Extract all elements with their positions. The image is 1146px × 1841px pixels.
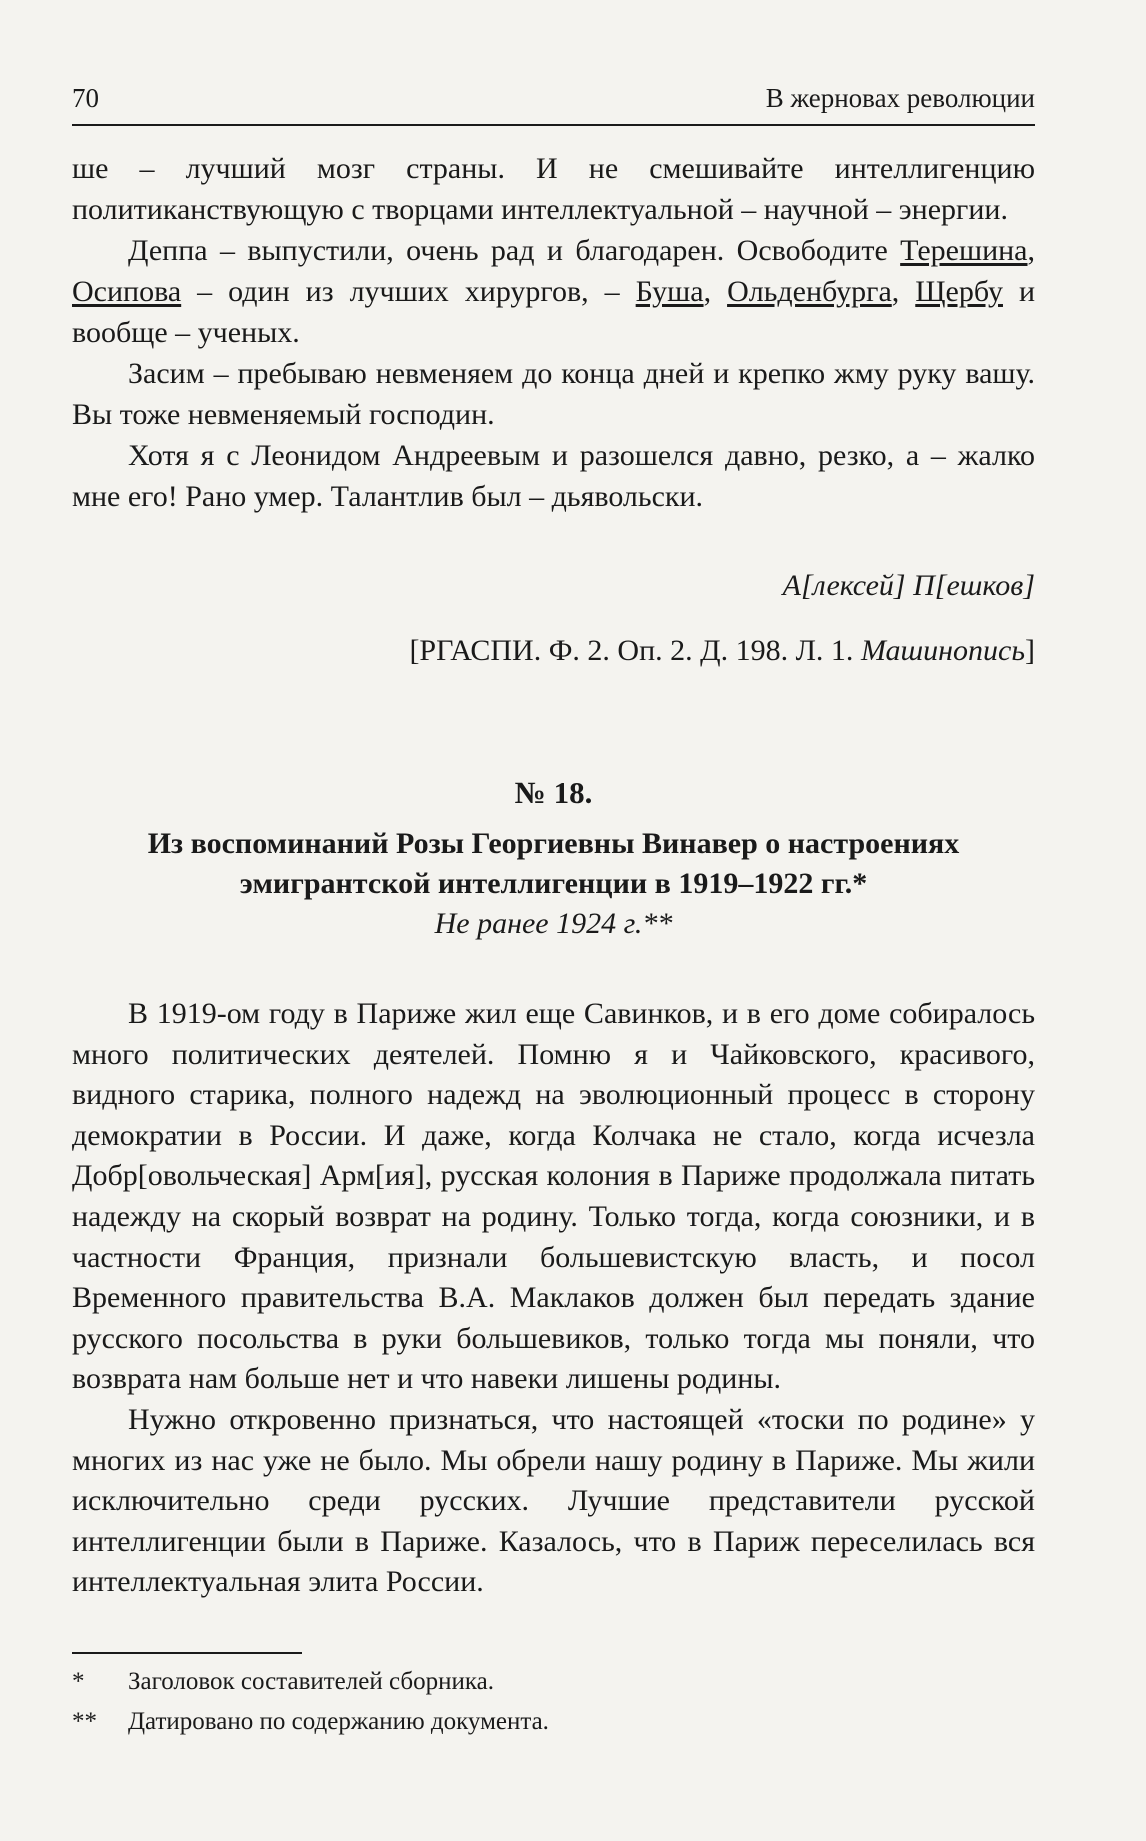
footnote-text: Датировано по содержанию документа.	[128, 1708, 549, 1735]
underlined-name: Щербу	[915, 275, 1003, 308]
archive-source	[409, 630, 1035, 671]
header-rule	[72, 124, 1035, 126]
text-fragment: Деппа – выпустили, очень рад и благодарен. Освободите	[128, 234, 901, 267]
text-fragment: ,	[891, 275, 916, 308]
underlined-name: Осипова	[72, 275, 182, 308]
source-text: [РГАСПИ. Ф. 2. Оп. 2. Д. 198. Л. 1.	[409, 634, 861, 667]
source-type: Машинопись	[860, 634, 1025, 667]
text-fragment: – один из лучших хирургов, –	[181, 275, 636, 308]
footnotes	[72, 1662, 1035, 1742]
underlined-name: Терешина	[900, 234, 1028, 267]
text-fragment: ,	[703, 275, 728, 308]
footnote-mark: **	[72, 1708, 97, 1735]
text-fragment: ,	[1027, 234, 1035, 267]
memoir-paragraph: В 1919-ом году в Париже жил еще Савинков, и в его доме собиралось много политических деятелей. Помню я и Чайковского, красивого, видного старика, полного надежд на эволюционный процесс в сторону демократии в России. И даже, когда Колчака не стало, когда исчезла Добр[овольческая] Арм[ия], русская колония в Париже продолжала питать надежду на скорый возврат на родину. Только тогда, когда союзники, и в частности Франция, признали большевистскую власть, и посол Временного правительства В.А. Маклаков должен был передать здание русского посольства в руки большевиков, только тогда мы поняли, что возврата нам больше нет и что навеки лишены родины.	[72, 997, 1035, 1396]
footnote-rule	[72, 1652, 302, 1654]
running-title: В жерновах революции	[765, 83, 1035, 113]
letter-paragraph: Хотя я с Леонидом Андреевым и разошелся давно, резко, а – жалко мне его! Рано умер. Талантлив был – дьявольски.	[72, 439, 1035, 513]
footnote-text: Заголовок составителей сборника.	[128, 1668, 494, 1695]
source-text-end: ]	[1025, 634, 1035, 667]
footnote	[72, 1662, 1035, 1702]
letter-paragraph: Засим – пребываю невменяем до конца дней и крепко жму руку вашу. Вы тоже невменяемый господин.	[72, 357, 1035, 431]
document-number: № 18.	[514, 775, 593, 810]
underlined-name: Ольденбурга	[727, 275, 892, 308]
document-date: Не ранее 1924 г.**	[434, 907, 673, 940]
letter-text	[72, 148, 1035, 517]
letter-paragraph: ше – лучший мозг страны. И не смешивайте интеллигенцию политиканствующую с творцами интеллектуальной – научной – энергии.	[72, 152, 1035, 226]
underlined-name: Буша	[635, 275, 704, 308]
signature: А[лексей] П[ешков]	[782, 569, 1035, 602]
text-fragment: и вообще – ученых.	[72, 275, 1036, 349]
footnote-mark: *	[72, 1668, 85, 1695]
letter-paragraph	[72, 230, 1035, 353]
footnote	[72, 1702, 1035, 1742]
memoir-text	[72, 994, 1035, 1603]
page-header	[72, 78, 1035, 118]
memoir-paragraph: Нужно откровенно признаться, что настоящей «тоски по родине» у многих из нас уже не было. Мы обрели нашу родину в Париже. Мы жили исключительно среди русских. Лучшие представители русской интеллигенции были в Париже. Казалось, что в Париж переселилась вся интеллектуальная элита России.	[72, 1402, 1035, 1599]
page-number: 70	[72, 83, 99, 113]
document-title: Из воспоминаний Розы Георгиевны Винавер о настроениях эмигрантской интеллигенции в 1919–1922 гг.*	[147, 827, 960, 900]
